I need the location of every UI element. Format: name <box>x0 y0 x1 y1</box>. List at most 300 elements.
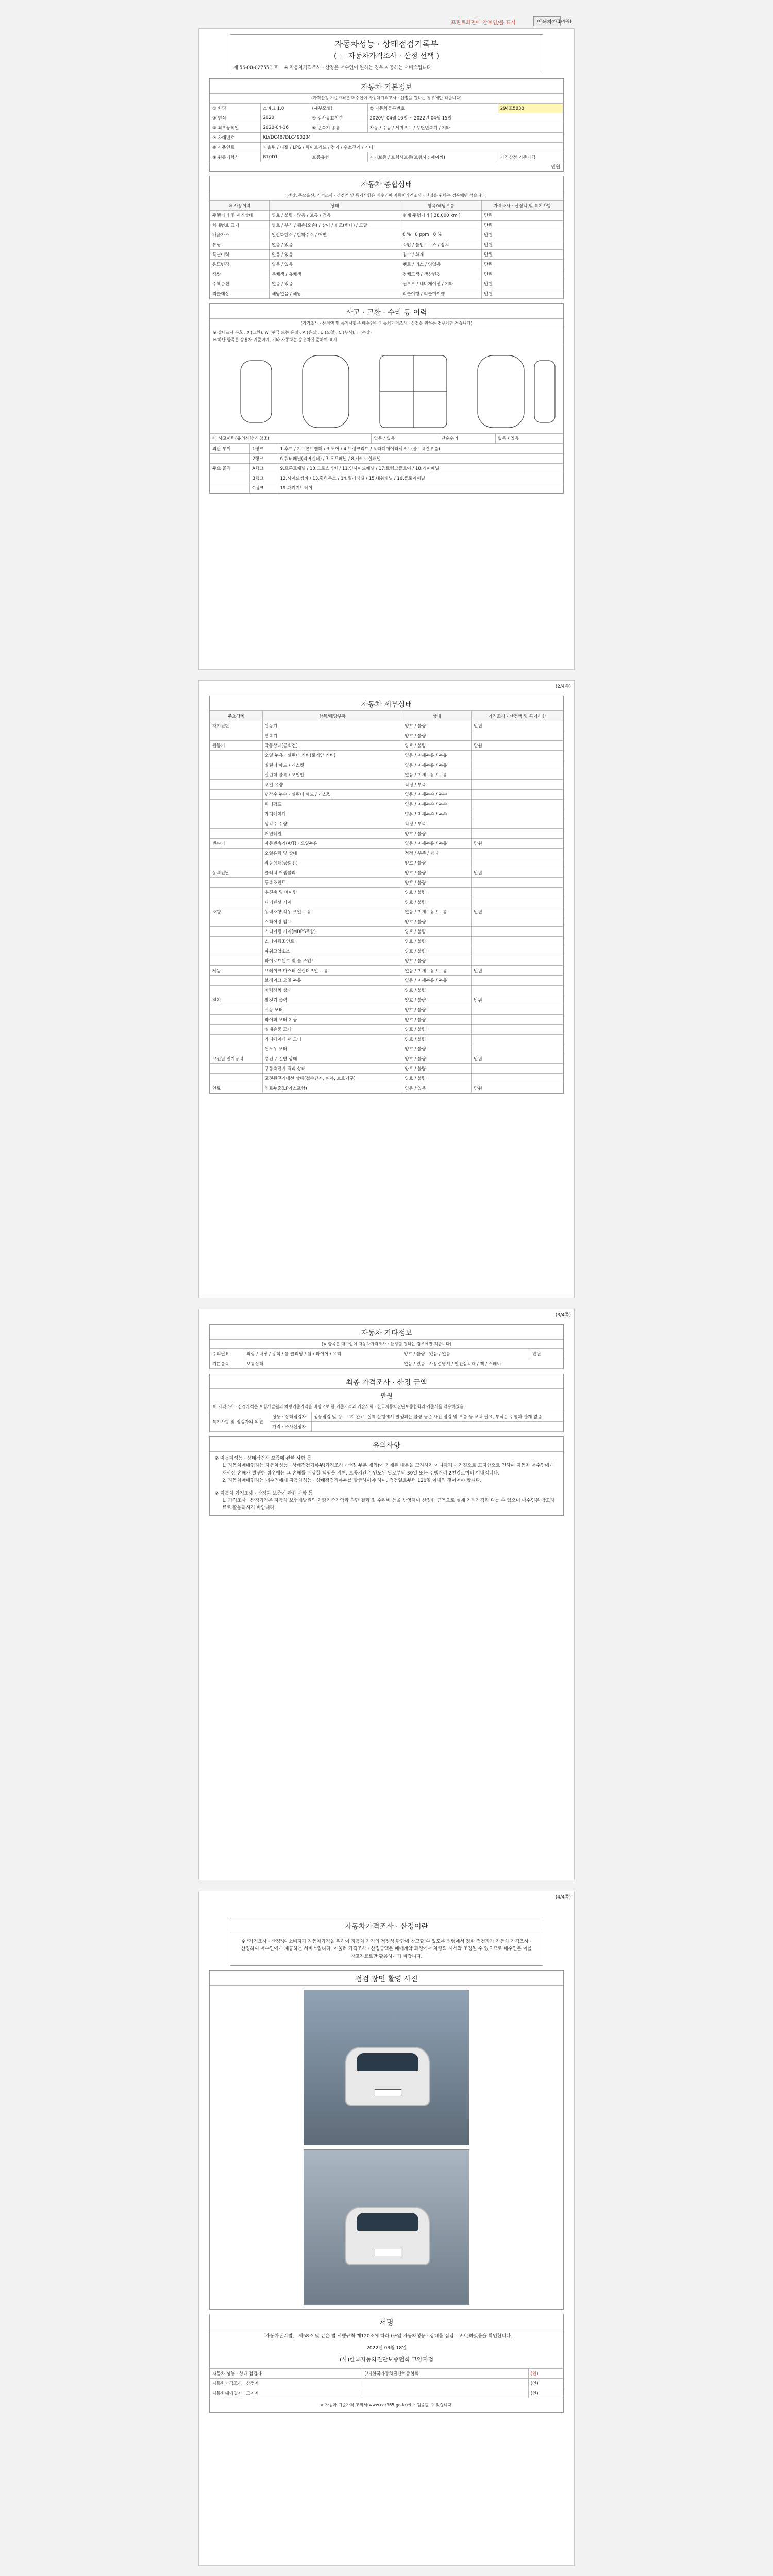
table-cell <box>210 1035 263 1044</box>
table-cell: 6.쿼터패널(리어펜더) / 7.루프패널 / 8.사이드실패널 <box>278 454 563 464</box>
print-hint-link[interactable]: 프린트화면에 안보임/를 표시 <box>451 20 516 26</box>
table-cell: 자기진단 <box>210 721 263 731</box>
table-cell: 294조5838 <box>498 104 563 113</box>
table-cell: 양호 / 불량 <box>402 1025 472 1035</box>
table-row <box>210 839 563 849</box>
table-cell: 없음 / 미세누유 / 누유 <box>402 839 472 849</box>
table-cell: 수리필요 <box>210 1349 244 1359</box>
table-cell: 썬루프 / 네비게이션 / 기타 <box>400 279 482 289</box>
table-cell <box>472 790 563 800</box>
page-2-number: (2/4쪽) <box>555 684 571 689</box>
table-cell: 변속기 <box>262 731 402 741</box>
table-cell: 오일 누유 · 실린더 커버(로커암 커버) <box>262 751 402 760</box>
table-cell <box>472 878 563 888</box>
table-cell: 양호 / 불량 <box>402 897 472 907</box>
table-cell <box>210 483 250 493</box>
table-cell: 실린더 헤드 / 개스킷 <box>262 760 402 770</box>
table-cell <box>210 897 263 907</box>
table-cell: 무채색 / 유채색 <box>270 269 400 279</box>
table-cell: 양호 / 불량 · 많음 / 보통 / 적음 <box>270 211 400 221</box>
table-cell: 양호 / 불량 <box>402 1005 472 1015</box>
table-cell: 원동기 <box>210 741 263 751</box>
table-cell: 색상 <box>210 269 270 279</box>
page-2 <box>198 680 575 1298</box>
column-header: 상태 <box>402 711 472 721</box>
opinion-table <box>210 1412 563 1432</box>
table-row <box>210 279 563 289</box>
table-cell: 변속기 <box>210 839 263 849</box>
table-cell: 보유상태 <box>244 1359 401 1369</box>
table-cell <box>210 849 263 858</box>
table-cell: 발전기 출력 <box>262 995 402 1005</box>
table-cell <box>472 1074 563 1083</box>
table-cell: 양호 / 불량 <box>402 956 472 966</box>
table-cell: 자가보증 / 보험사보증(보험사 : 제이씨) <box>367 152 498 162</box>
table-cell: 만원 <box>482 211 563 221</box>
table-row <box>210 104 563 113</box>
table-cell: 스티어링 펌프 <box>262 917 402 927</box>
basic-info-section <box>209 78 564 172</box>
table-row <box>210 937 563 946</box>
table-row <box>210 721 563 731</box>
basic-info-note: (가격산정 기준가격은 매수인이 자동차가격조사 · 산정을 원하는 경우에만 적습니다) <box>210 94 563 103</box>
table-row <box>210 454 563 464</box>
table-cell: 배력장치 상태 <box>262 986 402 995</box>
table-cell: 만원 <box>482 260 563 269</box>
table-cell <box>210 731 263 741</box>
table-cell: 외장 / 내장 / 광택 / 룸 클리닝 / 휠 / 타이어 / 유리 <box>244 1349 401 1359</box>
table-row <box>210 888 563 897</box>
summary-note: (색상, 주요옵션, 가격조사 · 산정액 및 특기사항은 매수인이 자동차가격조사 · 산정을 원하는 경우에만 적습니다) <box>210 191 563 200</box>
table-cell <box>472 956 563 966</box>
caution-paragraph: 1. 자동차매매업자는 자동차성능 · 상태점검기록부(가격조사 · 산정 부분 제외)에 기재된 내용을 고지하지 아니하거나 거짓으로 고지함으로 인하여 자동차 매수인에게 재산상 손해가 발생한 경우에는 그 손해를 배상할 책임을 지며, 보증기간은 인도된 날로부터 30일 또는 주행거리 2천킬로미터 이내입니다. <box>222 1463 554 1476</box>
final-price-unit: 만원 <box>380 1392 393 1399</box>
table-cell: 12.사이드멤버 / 13.휠하우스 / 14.필러패널 / 15.대쉬패널 / 16.플로어패널 <box>278 473 563 483</box>
signer-table <box>210 2368 563 2398</box>
table-cell <box>472 1064 563 1074</box>
inspection-photo-rear <box>304 2149 469 2305</box>
price-explain-box <box>230 1918 543 1966</box>
page-3 <box>198 1309 575 1880</box>
table-cell: 양호 / 불량 <box>402 1015 472 1025</box>
table-cell: 오일유량 및 상태 <box>262 849 402 858</box>
table-row <box>210 1015 563 1025</box>
table-cell: ④ 검사유효기간 <box>310 113 367 123</box>
table-cell: 고전원전기배선 상태(접속단자, 피복, 보호기구) <box>262 1074 402 1083</box>
table-cell: 만원 <box>472 966 563 976</box>
table-cell: 성능점검 및 정보고지 완료, 실제 운행에서 발생되는 불량 등은 사전 점검 및 부품 등 교체 필요, 부식은 주행과 관계 없음 <box>311 1412 563 1422</box>
final-price-title: 최종 가격조사 · 산정 금액 <box>210 1374 563 1389</box>
table-row <box>210 1359 563 1369</box>
table-cell <box>362 2388 528 2398</box>
table-cell: 양호 / 불량 <box>402 868 472 878</box>
table-cell: 가솔린 / 디젤 / LPG / 하이브리드 / 전기 / 수소전기 / 기타 <box>261 143 563 152</box>
table-row <box>210 751 563 760</box>
document-title: 자동차성능 · 상태점검기록부 <box>334 39 439 49</box>
page-3-number: (3/4쪽) <box>555 1313 571 1318</box>
table-cell <box>210 986 263 995</box>
signature-company: (사)한국자동차진단보증협회 고양지점 <box>339 2356 434 2363</box>
table-cell <box>400 221 482 230</box>
table-cell: 워터펌프 <box>262 800 402 809</box>
table-cell: 자동변속기(A/T) · 오일누유 <box>262 839 402 849</box>
table-cell <box>210 888 263 897</box>
table-row <box>210 289 563 299</box>
table-cell: 제동 <box>210 966 263 976</box>
table-cell: 충전구 절연 상태 <box>262 1054 402 1064</box>
table-cell <box>210 956 263 966</box>
table-cell <box>472 937 563 946</box>
table-cell <box>472 927 563 937</box>
table-row <box>210 976 563 986</box>
table-cell <box>210 473 250 483</box>
table-cell: 만원 <box>472 995 563 1005</box>
table-row <box>210 444 563 454</box>
table-cell: 보증유형 <box>310 152 367 162</box>
table-cell: 19.패키지트레이 <box>278 483 563 493</box>
table-cell <box>210 976 263 986</box>
table-cell: 만원 <box>482 289 563 299</box>
signature-date: 2022년 03월 18일 <box>366 2346 407 2351</box>
table-cell: 실내송풍 모터 <box>262 1025 402 1035</box>
table-cell <box>472 849 563 858</box>
table-cell <box>210 760 263 770</box>
simple-repair-value: 없음 / 있음 <box>495 434 563 444</box>
simple-repair-label: 단순수리 <box>439 434 495 444</box>
table-cell: 기본품목 <box>210 1359 244 1369</box>
table-row <box>210 434 563 444</box>
table-cell: 윈도우 모터 <box>262 1044 402 1054</box>
table-row <box>210 731 563 741</box>
table-cell: ⑦ 차대번호 <box>210 133 261 143</box>
table-row <box>210 473 563 483</box>
table-row <box>210 956 563 966</box>
table-cell: 주요 골격 <box>210 464 250 473</box>
table-cell <box>472 760 563 770</box>
table-row <box>210 790 563 800</box>
table-row <box>210 907 563 917</box>
table-cell: 자동차가격조사 · 산정자 <box>210 2379 362 2388</box>
table-row <box>210 1005 563 1015</box>
table-cell: 없음 / 미세누수 / 누수 <box>402 790 472 800</box>
table-row <box>210 1412 563 1422</box>
column-header: 가격조사 · 산정액 및 특기사항 <box>482 201 563 211</box>
table-cell: ③ 연식 <box>210 113 261 123</box>
table-cell: 주행거리 및 계기상태 <box>210 211 270 221</box>
table-cell: 없음 / 있음 <box>402 1083 472 1093</box>
table-cell: 양호 / 불량 <box>402 1064 472 1074</box>
top-toolbar <box>198 15 575 27</box>
detail-title: 자동차 세부상태 <box>210 696 563 711</box>
table-cell <box>472 751 563 760</box>
table-row <box>210 2369 563 2379</box>
table-cell: 외판 부위 <box>210 444 250 454</box>
table-cell: 양호 / 불량 <box>402 829 472 839</box>
table-cell: 차대번호 표기 <box>210 221 270 230</box>
other-info-table <box>210 1349 563 1369</box>
table-cell <box>210 751 263 760</box>
table-cell <box>210 809 263 819</box>
seal-mark: (인) <box>528 2369 563 2379</box>
table-cell <box>472 976 563 986</box>
column-header: 항목/해당부품 <box>262 711 402 721</box>
table-row <box>210 780 563 790</box>
table-cell: 특기사항 및 점검자의 의견 <box>210 1412 270 1432</box>
table-cell: 없음 / 미세누유 / 누유 <box>402 770 472 780</box>
table-cell <box>210 819 263 829</box>
table-cell: 자동차 성능 · 상태 점검자 <box>210 2369 362 2379</box>
price-explain-text: ※ "가격조사 · 산정"은 소비자가 자동차가격을 위하여 자동차 가격의 적정성 판단에 참고할 수 있도록 법령에서 정한 점검자가 자동차 가격조사 · 산정하여 매수인에게 제공하는 서비스입니다. 아울러 가격조사 · 산정금액은 매매계약 과정에서 차량의 시세와 조정될 수 있으므로 매수인은 이를 참고자료로만 활용하시기 바랍니다. <box>241 1939 532 1959</box>
table-cell: 렌트 / 리스 / 영업용 <box>400 260 482 269</box>
table-cell: 양호 / 불량 <box>402 721 472 731</box>
accident-history-table <box>210 433 563 444</box>
table-cell: 적정 / 부족 <box>402 780 472 790</box>
table-cell: 원동기 <box>262 721 402 731</box>
table-cell <box>210 1005 263 1015</box>
table-row <box>210 464 563 473</box>
summary-title: 자동차 종합상태 <box>210 176 563 191</box>
table-cell: 와이퍼 모터 기능 <box>262 1015 402 1025</box>
other-info-title: 자동차 기타정보 <box>210 1325 563 1340</box>
document-number: 제 56-00-027551 호 <box>233 65 278 71</box>
table-row <box>210 269 563 279</box>
table-cell: 리콜이행 / 리콜미이행 <box>400 289 482 299</box>
table-cell <box>210 946 263 956</box>
table-cell <box>472 1044 563 1054</box>
table-cell: 주요옵션 <box>210 279 270 289</box>
table-cell: 침수 / 화재 <box>400 250 482 260</box>
document-subtitle: ( □ 자동차가격조사 · 산정 선택 ) <box>333 52 440 60</box>
table-cell: 실린더 블록 / 오일팬 <box>262 770 402 780</box>
signature-text: 「자동차관리법」 제58조 및 같은 법 시행규칙 제120조에 따라 (구입 자동차성능 · 상태를 점검 · 고지)하였음을 확인합니다. <box>261 2334 512 2340</box>
table-row <box>210 897 563 907</box>
table-cell: ⑨ 원동기형식 <box>210 152 261 162</box>
table-cell: 없음 / 미세누수 / 누수 <box>402 800 472 809</box>
table-cell: C랭크 <box>250 483 278 493</box>
photo-section <box>209 1970 564 2310</box>
table-row <box>210 250 563 260</box>
table-cell: 양호 / 부식 / 훼손(오손) / 상이 / 변조(변타) / 도말 <box>270 221 400 230</box>
table-row <box>210 770 563 780</box>
table-row <box>210 133 563 143</box>
table-cell <box>472 917 563 927</box>
table-cell: 동력전달 <box>210 868 263 878</box>
table-row <box>210 878 563 888</box>
table-cell: 만원 <box>482 279 563 289</box>
accident-history-value: 없음 / 있음 <box>372 434 439 444</box>
accident-legend-2: ※ 하단 항목은 승용차 기준이며, 기타 자동차는 승용차에 준하여 표시 <box>213 337 337 342</box>
table-cell <box>311 1422 563 1432</box>
table-header-row <box>210 201 563 211</box>
table-cell: 작동상태(공회전) <box>262 741 402 751</box>
table-cell <box>210 858 263 868</box>
table-cell: 양호 / 불량 <box>402 1054 472 1064</box>
photo-title: 점검 장면 촬영 사진 <box>210 1971 563 1986</box>
table-cell: ⑧ 사용연료 <box>210 143 261 152</box>
table-cell <box>210 454 250 464</box>
table-cell: 없음 / 미세누수 / 누수 <box>402 809 472 819</box>
table-cell: 라디에이터 팬 모터 <box>262 1035 402 1044</box>
table-cell: 양호 / 불량 <box>402 731 472 741</box>
table-cell: 동력조향 작동 오일 누유 <box>262 907 402 917</box>
table-cell: 스티어링조인트 <box>262 937 402 946</box>
other-info-section <box>209 1324 564 1369</box>
seal-mark: (인) <box>528 2379 563 2388</box>
table-cell: 디퍼렌셜 기어 <box>262 897 402 907</box>
table-cell <box>472 888 563 897</box>
table-cell: 없음 / 미세누유 / 누유 <box>402 751 472 760</box>
table-cell: 없음 / 있음 <box>270 240 400 250</box>
table-cell: ① 차명 <box>210 104 261 113</box>
signature-section <box>209 2314 564 2413</box>
table-cell: ⑤ 최초등록일 <box>210 123 261 133</box>
table-cell: 양호 / 불량 <box>402 946 472 956</box>
caution-paragraph: 2. 자동차매매업자는 매수인에게 자동차성능 · 상태점검기록부를 발급하여야 하며, 점검일로부터 120일 이내의 것이어야 합니다. <box>222 1478 482 1484</box>
table-cell: 만원 <box>482 250 563 260</box>
table-row <box>210 2388 563 2398</box>
table-cell <box>472 1005 563 1015</box>
table-cell <box>210 790 263 800</box>
table-cell: 2020년 04월 16일 ~ 2022년 04월 15일 <box>367 113 563 123</box>
final-price-section <box>209 1374 564 1432</box>
table-cell: 현재 주행거리 [ 28,000 km ] <box>400 211 482 221</box>
table-cell: 전체도색 / 색상변경 <box>400 269 482 279</box>
table-cell: 전기 <box>210 995 263 1005</box>
table-cell: 양호 / 불량 <box>402 1035 472 1044</box>
table-cell: 적정 / 부족 / 과다 <box>402 849 472 858</box>
table-cell <box>472 829 563 839</box>
table-row <box>210 741 563 751</box>
table-cell <box>472 897 563 907</box>
table-cell <box>472 770 563 780</box>
table-cell: 타이로드엔드 및 볼 조인트 <box>262 956 402 966</box>
table-row <box>210 917 563 927</box>
table-cell: 만원 <box>530 1349 563 1359</box>
basic-price-unit: 만원 <box>551 165 560 170</box>
table-cell: 파워고압호스 <box>262 946 402 956</box>
table-cell: ② 자동차등록번호 <box>367 104 498 113</box>
table-cell <box>472 946 563 956</box>
table-cell: 1.후드 / 2.프론트펜더 / 3.도어 / 4.트렁크리드 / 5.라디에이터서포트(볼트체결부품) <box>278 444 563 454</box>
table-cell: 양호 / 불량 <box>402 917 472 927</box>
table-cell: 오일 유량 <box>262 780 402 790</box>
table-cell: 양호 / 불량 <box>402 1044 472 1054</box>
table-cell <box>472 1025 563 1035</box>
table-cell: B10D1 <box>261 152 310 162</box>
column-header: ⑩ 사용이력 <box>210 201 270 211</box>
document-header <box>230 34 543 74</box>
table-row <box>210 760 563 770</box>
table-cell: 양호 / 불량 <box>402 937 472 946</box>
caution-heading-2: ※ 자동차 가격조사 · 산정자 보증에 관한 사항 등 <box>215 1490 313 1496</box>
table-cell <box>210 927 263 937</box>
table-cell: 연료 <box>210 1083 263 1093</box>
table-row <box>210 230 563 240</box>
detail-table <box>210 711 563 1093</box>
table-cell: 9.프론트패널 / 10.크로스멤버 / 11.인사이드패널 / 17.트렁크플로어 / 18.리어패널 <box>278 464 563 473</box>
table-cell: 작동상태(공회전) <box>262 858 402 868</box>
table-cell: B랭크 <box>250 473 278 483</box>
table-row <box>210 829 563 839</box>
table-cell: 양호 / 불량 <box>402 1074 472 1083</box>
table-row <box>210 1025 563 1035</box>
table-cell: 없음 / 있음 <box>270 279 400 289</box>
table-row <box>210 800 563 809</box>
table-row <box>210 143 563 152</box>
table-row <box>210 240 563 250</box>
page-number: (1/4쪽) <box>556 19 572 24</box>
page-4 <box>198 1891 575 2566</box>
table-cell <box>472 780 563 790</box>
table-cell: 라디에이터 <box>262 809 402 819</box>
table-row <box>210 113 563 123</box>
table-cell: 양호 / 불량 · 있음 / 없음 <box>401 1349 530 1359</box>
table-row <box>210 986 563 995</box>
seal-mark: (인) <box>528 2388 563 2398</box>
table-row <box>210 1054 563 1064</box>
inspection-photo-front <box>304 1990 469 2145</box>
table-cell: 해당없음 / 해당 <box>270 289 400 299</box>
footer-note: ※ 자동차 기준가격 조회서(www.car365.go.kr)에서 검증할 수 있습니다. <box>320 2403 453 2408</box>
table-header-row <box>210 711 563 721</box>
table-cell <box>472 1035 563 1044</box>
table-cell: 만원 <box>472 868 563 878</box>
document-notice: ※ 자동차가격조사 · 산정은 매수인이 원하는 경우 제공하는 서비스입니다. <box>284 65 433 71</box>
table-cell <box>472 819 563 829</box>
table-cell: 연료누출(LP가스포함) <box>262 1083 402 1093</box>
page-1 <box>198 28 575 670</box>
caution-title: 유의사항 <box>210 1437 563 1452</box>
table-cell: (세부모델) <box>310 104 367 113</box>
table-cell <box>210 1025 263 1035</box>
column-header: 주요장치 <box>210 711 263 721</box>
table-row <box>210 809 563 819</box>
price-explain-title: 자동차가격조사 · 산정이란 <box>230 1918 543 1933</box>
table-row <box>210 260 563 269</box>
table-cell: 냉각수 누수 · 실린더 헤드 / 개스킷 <box>262 790 402 800</box>
table-cell: 양호 / 불량 <box>402 741 472 751</box>
table-cell: 만원 <box>482 221 563 230</box>
table-cell: 성능 · 상태점검자 <box>270 1412 312 1422</box>
table-cell: 시동 모터 <box>262 1005 402 1015</box>
table-cell <box>472 731 563 741</box>
table-row <box>210 1064 563 1074</box>
table-cell: 스티어링 기어(MDPS포함) <box>262 927 402 937</box>
table-cell <box>210 780 263 790</box>
accident-note: (가격조사 · 산정액 및 특기사항은 매수인이 자동차가격조사 · 산정을 원하는 경우에만 적습니다) <box>210 319 563 328</box>
table-row <box>210 1035 563 1044</box>
table-cell: 커먼레일 <box>262 829 402 839</box>
column-header: 항목/해당부품 <box>400 201 482 211</box>
table-cell: 리콜대상 <box>210 289 270 299</box>
table-cell: 등속조인트 <box>262 878 402 888</box>
accident-history-label: ⑪ 사고이력(유의사항 4 참조) <box>210 434 372 444</box>
table-row <box>210 995 563 1005</box>
table-cell <box>210 800 263 809</box>
table-row <box>210 1083 563 1093</box>
table-cell <box>210 829 263 839</box>
accident-legend: ※ 상태표시 부호 : X (교환), W (판금 또는 용접), A (흠집), U (요철), C (부식), T (손상) <box>213 330 372 335</box>
table-cell: 클러치 어셈블리 <box>262 868 402 878</box>
basic-info-table <box>210 103 563 162</box>
table-row <box>210 152 563 162</box>
table-cell: 없음 / 미세누유 / 누유 <box>402 966 472 976</box>
table-cell: 없음 / 미세누유 / 누유 <box>402 976 472 986</box>
print-button[interactable]: 인쇄하기 <box>533 16 561 26</box>
table-cell: 가격 · 조사산정자 <box>270 1422 312 1432</box>
table-row <box>210 849 563 858</box>
table-cell: 없음 / 미세누유 / 누유 <box>402 760 472 770</box>
